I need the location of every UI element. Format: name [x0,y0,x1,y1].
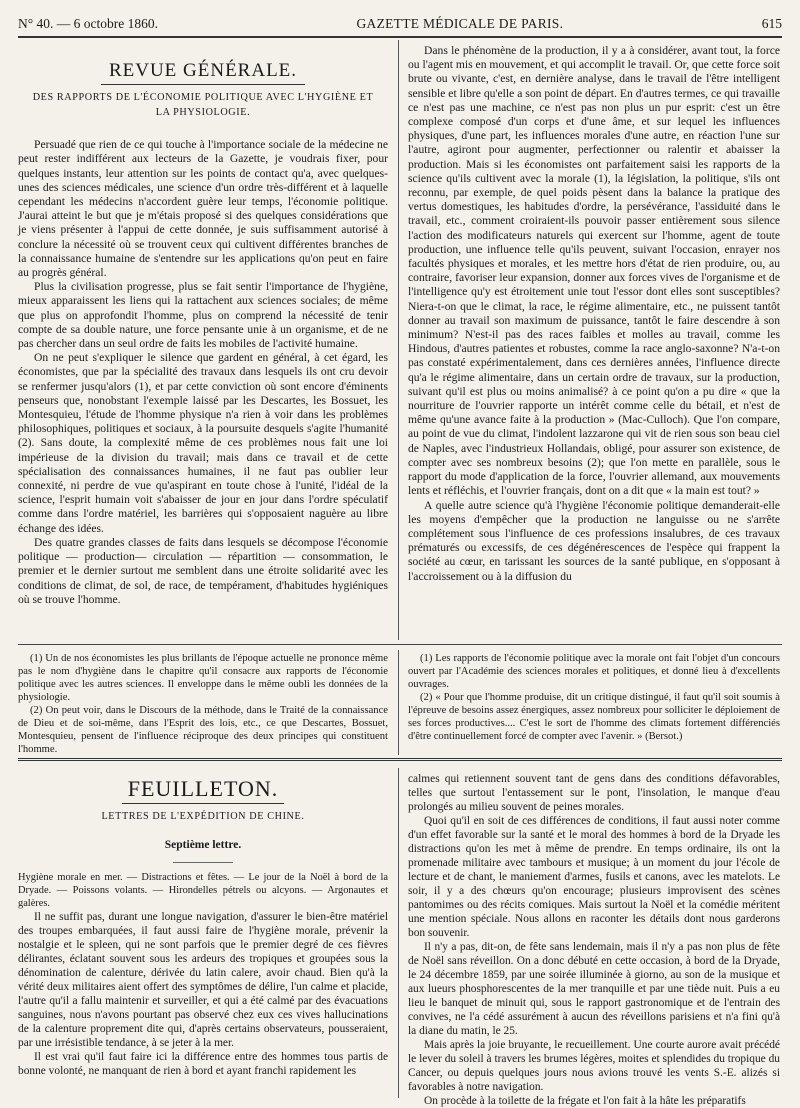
feuilleton-left-column [18,772,388,1098]
footnote: (1) Un de nos économistes les plus brillants de l'époque actuelle ne prononce même pas le nom d'hygiène dans le chapitre qu'il consacre aux rapports de l'économie politique avec les autres sciences. Il enveloppe dans le même oubli les données de la physiologie. [18,653,388,703]
paragraph: On ne peut s'expliquer le silence que gardent en général, à cet égard, les économistes, que par la spécialité des travaux dans lesquels ils ont cru devoir se renfermer jusqu'alors (1), et par cette conviction où sont encore d'éminents penseurs que, nonobstant l'exemple laissé par les Descartes, les Bossuet, les Montesquieu, l'étude de l'homme physique n'a rien à voir dans les problèmes philosophiques, politiques et sociaux, à la poursuite desquels s'agite l'humanité (2). Sans doute, la complexité même de ces problèmes nous fait une loi impérieuse de la division du travail; mais dans ce travail et de cette spécialisation des connaissances humaines, il ne faut pas oublier leur connexité, ni perdre de vue qu'aspirant en toute chose à l'unité, l'idéal de la science, l'esprit humain voit s'abaisser de jour en jour dans l'ordre spéculatif comme dans l'ordre matériel, les barrières qui s'opposaient naguère au libre échange des idées. [18,351,388,535]
page-header [18,14,782,34]
revue-right-column [408,44,780,632]
feuilleton-rule [18,758,782,761]
paragraph: calmes qui retiennent souvent tant de gens dans des conditions défavorables, telles que surtout l'entassement sur le pont, l'insolation, le manque d'eau prolongés au milieu souvent de peines morales. [408,773,780,813]
footnotes-left [18,652,388,756]
header-rule [18,36,782,38]
paragraph: Dans le phénomène de la production, il y a à considérer, avant tout, la force ou l'agent mis en mouvement, et qui accomplit le travail. Or, que cette force soit brute ou vivante, c'est, en dernière analyse, dans le travail de l'être intelligent sensible et libre qu'elle a son point de départ. En d'autres termes, ce qui travaille ce n'est pas une machine, ce n'est pas non plus un pur esprit: c'est un être complexe composé d'un corps et d'une âme, et sur lequel les influences physiques, d'une part, les influences morales d'une autre, en réaction l'une sur l'autre, agiront pour augmenter, perfectionner ou ralentir et abaisser la production. Mais si les économistes ont parfaitement saisi les rapports de la science qu'ils cultivent avec la morale (1), la législation, la politique, s'ils ont reconnu, par exemple, de quel poids pèsent dans la balance la pratique des vertus domestiques, les habitudes d'ordre, la persévérance, l'assiduité dans le travail, etc., comment croiraient-ils pouvoir passer entièrement sous silence l'action des modificateurs naturels qui exercent sur l'homme, agent de toute production, une influence telle qu'ils peuvent, suivant l'occasion, enrayer nos facultés physiques et morales, et les mettre hors d'état de rien produire, ou, au contraire, favoriser leur expansion, donner aux forces vives de l'organisme et de l'intelligence qu'y est étroitement unie tout l'essor dont elles sont susceptibles? Niera-t-on que le climat, la race, le régime alimentaire, etc., ne puissent tantôt donner au travail son maximum de puissance, tantôt le faire descendre à son minimum? N'est-il pas des races faibles et molles au travail, comme les Hindous, d'autres patientes et robustes, comme la race anglo-saxonne? N'a-t-on pas constaté expérimentalement, dans ces dernières années, l'influence directe qu'a le régime alimentaire, dans un certain ordre de travaux, sur la production, suivant qu'il est plus ou moins animalisé? à ce point qu'on a pu dire « que la nourriture de l'ouvrier rapporte un intérêt comme celle du bétail, et n'est de même qu'une avance faite à la production » (Mac-Culloch). Que l'on compare, au point de vue du climat, l'indolent lazzarone qui vit de rien sous son beau ciel de Naples, avec l'industrieux Hollandais, obligé, pour assurer son existence, de compter avec ses nombreux besoins (2); que l'on mette en parallèle, sous le rapport du mode d'application de la force, l'ouvrier allemand, aux mouvements lents et réfléchis, et l'ouvrier français, dont on a dit que « la main est tout? » [408,44,780,498]
paragraph: Plus la civilisation progresse, plus se fait sentir l'importance de l'hygiène, mieux apparaissent les liens qui la rattachent aux sciences sociales; de même que plus on approfondit l'homme, plus on comprend la nécessité de tenir compte de sa double nature, une force pensante unie à un organisme, et de ne pas chercher dans un seul ordre de faits les mobiles de l'activité humaine. [18,280,388,351]
paragraph: Quoi qu'il en soit de ces différences de conditions, il faut aussi noter comme d'un effet favorable sur la santé et le moral des hommes à bord de la Dryade les distractions qu'on les met à même de prendre. En temps ordinaire, ils ont la promenade militaire avec tambours et musique; à un moment du jour l'école de lecture et de chant, le maniement d'armes, fusils et canons, avec les matelots. Le soir, il y a des chœurs qu'on encourage; plusieurs improvisent des scènes pantomimes ou des récits comiques. Mais surtout la Noël et la comédie méritent une mention spéciale. Nous allons en raconter les détails dont nous garderons bon souvenir. [408,815,780,939]
feuilleton-subtitle: LETTRES DE L'EXPÉDITION DE CHINE. [101,811,305,822]
page-number: 615 [761,16,782,31]
letter-summary: Hygiène morale en mer. — Distractions et fêtes. — Le jour de la Noël à bord de la Dryade. — Poissons volants. — Hirondelles pétrels ou alcyons. — Argonautes et galères. [18,872,388,909]
column-divider [398,768,399,1098]
paragraph: Des quatre grandes classes de faits dans lesquels se décompose l'économie politique — production— circulation — répartition — consommation, le premier et le dernier surtout me semblent dans une étroite solidarité avec les conditions de climat, de sol, de race, de tempérament, d'habitudes hygiéniques où se trouve l'homme. [18,535,388,606]
column-divider [398,650,399,755]
footnote-rule [18,644,782,645]
paragraph: Persuadé que rien de ce qui touche à l'importance sociale de la médecine ne peut rester indifférent aux lecteurs de la Gazette, je voudrais fixer, pour quelques instants, leur attention sur les points de contact qu'a, avec quelques-unes des sciences médicales, une science d'un ordre très-différent et à laquelle cependant les médecins n'accordent guère leur temps, l'économie politique. J'aurai atteint le but que je m'étais proposé si des quelques considérations que je viens présenter à l'appui de cette donnée, je suis suffisamment autorisé à conclure la nécessité où se trouvent ceux qui cultivent différentes branches de la connaissance humaine de s'entendre sur les applications qu'on peut en faire au progrès général. [18,138,388,280]
issue-date: N° 40. — 6 octobre 1860. [18,16,159,31]
section-title: REVUE GÉNÉRALE. [18,64,388,78]
paragraph: On procède à la toilette de la frégate et l'on fait à la hâte les préparatifs [424,1095,746,1107]
column-divider [398,40,399,640]
article-subtitle: DES RAPPORTS DE L'ÉCONOMIE POLITIQUE AVEC L'HYGIÈNE ET LA PHYSIOLOGIE. [32,92,374,119]
paragraph: A quelle autre science qu'à l'hygiène l'économie politique demanderait-elle les moyens d'empêcher que la production ne languisse ou ne s'arrête complétement sous l'influence de ces professions insalubres, de ces travaux prématurés ou excessifs, de ces dégénérescences de l'espèce qui frappent la société au cœur, en tarissant les sources de la santé publique, en s'opposant à l'accroissement ou à la diffusion du [408,498,780,583]
feuilleton-title: FEUILLETON. [18,782,388,796]
footnote: (2) On peut voir, dans le Discours de la méthode, dans le Traité de la connaissance de Dieu et de soi-même, dans l'Esprit des lois, etc., ce que Descartes, Bossuet, Montesquieu, pensent de l'influence réciproque des deux principes qui constituent l'homme. [18,705,388,755]
footnotes-right [408,652,780,743]
feuilleton-right-column [408,772,780,1107]
letter-heading: Septième lettre. [164,839,242,851]
short-rule [173,862,233,863]
paragraph: Il n'y a pas, dit-on, de fête sans lendemain, mais il n'y a pas non plus de fête de Noël sans réveillon. On a donc débuté en cette occasion, à bord de la Dryade, le 24 décembre 1859, par une soirée illuminée à giorno, au son de la musique et aux lueurs phosphorescentes de la mer tranquille et par une tiède nuit. Puis a eu lieu le banquet de minuit qui, sous le rapport gastronomique et de l'entrain des convives, ne l'a cédé assurément à aucun des réveillons parisiens et n'a fini qu'à la diane du matin, le 25. [408,941,780,1037]
paragraph: Il ne suffit pas, durant une longue navigation, d'assurer le bien-être matériel des troupes embarquées, il faut aussi faire de l'hygiène morale, prévenir la nostalgie et le spleen, qui ne sont parfois que le premier degré de ces fièvres délirantes, éclatant souvent sous les ardeurs des tropiques et groupées sous la dénomination de calenture, dérivée du latin calere, avoir chaud. Bien qu'à la vérité deux militaires aient offert des symptômes de délire, l'un calme et placide, l'autre qu'il a fallu maintenir et surveiller, et qui a été calmé par des évacuations sanguines, nous n'avons pourtant pas observé chez eux ces vives hallucinations de la calenture proprement dite qui, d'après certains observateurs, pousseraient, par une irrésistible tendance, à se jeter à la mer. [18,911,388,1049]
footnote: (1) Les rapports de l'économie politique avec la morale ont fait l'objet d'un concours ouvert par l'Académie des sciences morales et politiques, et donné lieu à d'excellents ouvrages. [408,653,780,690]
publication-title: GAZETTE MÉDICALE DE PARIS. [356,16,564,31]
paragraph: Mais après la joie bruyante, le recueillement. Une courte aurore avait précédé le lever du soleil à travers les brumes légères, moites et splendides du tropique du Cancer, ou depuis quelques jours nous avions trouvé les vents S.-E. alizés si favorables à notre navigation. [408,1039,780,1093]
footnote: (2) « Pour que l'homme produise, dit un critique distingué, il faut qu'il soit soumis à l'épreuve de besoins assez énergiques, assez nombreux pour solliciter le déploiement de ses forces productives.... C'est le sort de l'homme des climats fortement différenciés d'être continuellement forcé de compter avec l'avenir. » (Bersot.) [408,692,780,742]
paragraph: Il est vrai qu'il faut faire ici la différence entre des hommes tous partis de bonne volonté, ne manquant de rien à bord et ayant franchi rapidement les [18,1051,388,1077]
revue-left-column [18,44,388,632]
